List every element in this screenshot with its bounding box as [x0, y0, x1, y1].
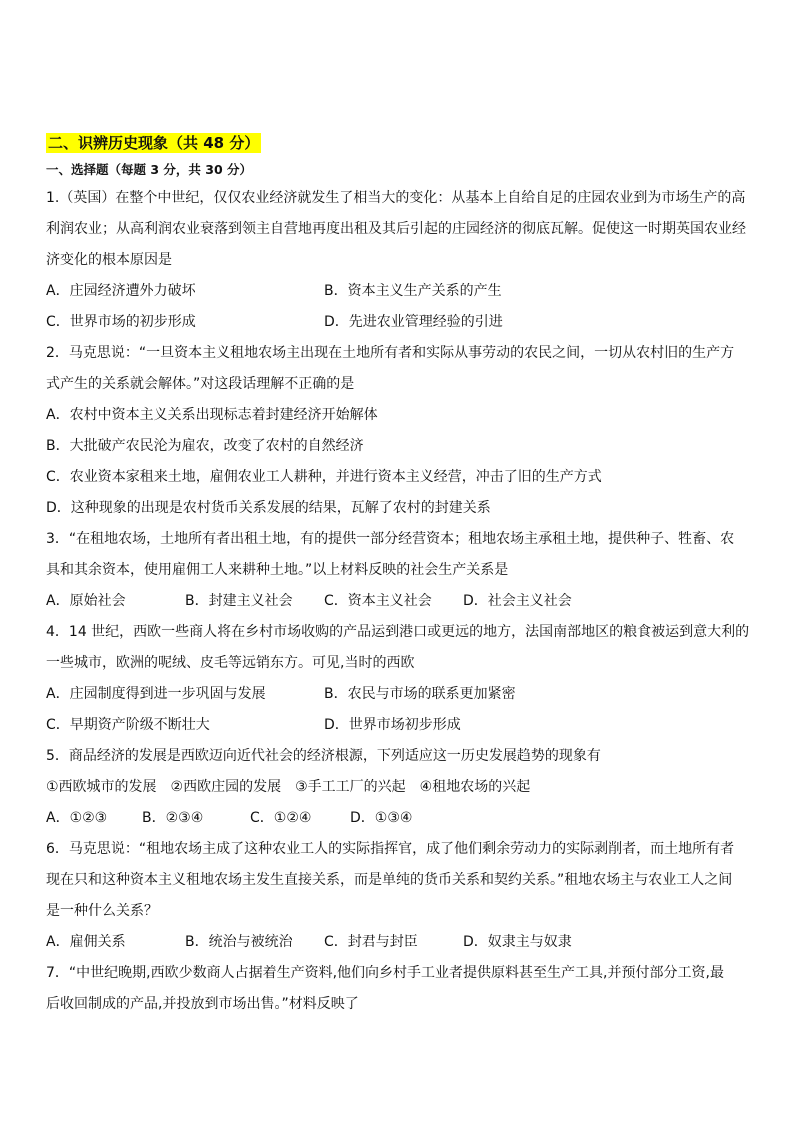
question-text-line: 3．“在租地农场，土地所有者出租土地，有的提供一部分经营资本；租地农场主承租土地，提供种子、牲畜、农	[46, 531, 735, 547]
option-b: B．②③④	[142, 810, 204, 826]
question-text-line: 7．“中世纪晚期,西欧少数商人占据着生产资料,他们向乡村手工业者提供原料甚至生产工具,并预付部分工资,最	[46, 965, 724, 981]
question-2	[46, 338, 751, 524]
option-a: A．农村中资本主义关系出现标志着封建经济开始解体	[46, 407, 378, 423]
option-c: C．世界市场的初步形成	[46, 314, 196, 330]
sub-title: 一、选择题（每题 3 分，共 30 分）	[46, 162, 253, 177]
option-a: A．①②③	[46, 810, 108, 826]
option-a: A．原始社会	[46, 593, 126, 609]
question-text-line: 利润农业；从高利润农业衰落到领主自营地再度出租及其后引起的庄园经济的彻底瓦解。促使这一时期英国农业经	[46, 221, 746, 237]
option-b: B．统治与被统治	[185, 934, 293, 950]
option-d: D．这种现象的出现是农村货币关系发展的结果，瓦解了农村的封建关系	[46, 500, 491, 516]
question-text-line: 现在只和这种资本主义租地农场主发生直接关系，而是单纯的货币关系和契约关系。”租地农场主与农业工人之间	[46, 872, 733, 888]
question-5	[46, 741, 751, 834]
question-text-line: 济变化的根本原因是	[46, 252, 172, 268]
option-b: B．大批破产农民沦为雇农，改变了农村的自然经济	[46, 438, 364, 454]
question-text-line: 具和其余资本，使用雇佣工人来耕种土地。”以上材料反映的社会生产关系是	[46, 562, 509, 578]
options-row	[46, 803, 751, 834]
question-text-line: 后收回制成的产品,并投放到市场出售。”材料反映了	[46, 996, 359, 1012]
option-c: C．资本主义社会	[324, 593, 432, 609]
option-b: B．农民与市场的联系更加紧密	[324, 686, 516, 702]
question-3	[46, 524, 751, 617]
options-row	[46, 276, 751, 307]
question-text-line: 一些城市，欧洲的呢绒、皮毛等远销东方。可见,当时的西欧	[46, 655, 415, 671]
option-a: A．庄园制度得到进一步巩固与发展	[46, 686, 266, 702]
question-list	[46, 183, 751, 1020]
options-row	[46, 927, 751, 958]
option-b: B．封建主义社会	[185, 593, 293, 609]
question-6	[46, 834, 751, 958]
option-a: A．庄园经济遭外力破坏	[46, 283, 196, 299]
question-text-line: 1.（英国）在整个中世纪，仅仅农业经济就发生了相当大的变化：从基本上自给自足的庄园农业到为市场生产的高	[46, 190, 746, 206]
option-c: C．封君与封臣	[324, 934, 418, 950]
question-7	[46, 958, 751, 1020]
option-c: C．①②④	[250, 810, 312, 826]
options-row	[46, 679, 751, 710]
option-c: C．农业资本家租来土地，雇佣农业工人耕种，并进行资本主义经营，冲击了旧的生产方式	[46, 469, 602, 485]
option-d: D．世界市场初步形成	[324, 717, 461, 733]
option-b: B．资本主义生产关系的产生	[324, 283, 502, 299]
question-text-line: 4．14 世纪，西欧一些商人将在乡村市场收购的产品运到港口或更远的地方，法国南部地区的粮食被运到意大利的	[46, 624, 750, 640]
option-d: D．奴隶主与奴隶	[463, 934, 572, 950]
question-text-line: 5．商品经济的发展是西欧迈向近代社会的经济根源，下列适应这一历史发展趋势的现象有	[46, 748, 601, 764]
question-text-line: 是一种什么关系？	[46, 903, 158, 919]
options-row	[46, 307, 751, 338]
option-d: D．先进农业管理经验的引进	[324, 314, 503, 330]
question-text-line: 2．马克思说：“一旦资本主义租地农场主出现在土地所有者和实际从事劳动的农民之间，一切从农村旧的生产方	[46, 345, 735, 361]
option-d: D．①③④	[350, 810, 413, 826]
options-row	[46, 586, 751, 617]
options-row	[46, 710, 751, 741]
question-statements-line: ①西欧城市的发展 ②西欧庄园的发展 ③手工工厂的兴起 ④租地农场的兴起	[46, 779, 531, 795]
question-text-line: 式产生的关系就会解体。”对这段话理解不正确的是	[46, 376, 355, 392]
question-text-line: 6．马克思说：“租地农场主成了这种农业工人的实际指挥官，成了他们剩余劳动力的实际剥削者，而土地所有者	[46, 841, 735, 857]
question-1	[46, 183, 751, 338]
option-c: C．早期资产阶级不断壮大	[46, 717, 210, 733]
option-d: D．社会主义社会	[463, 593, 572, 609]
option-a: A．雇佣关系	[46, 934, 126, 950]
section-title: 二、识辨历史现象（共 48 分）	[48, 134, 260, 152]
question-4	[46, 617, 751, 741]
